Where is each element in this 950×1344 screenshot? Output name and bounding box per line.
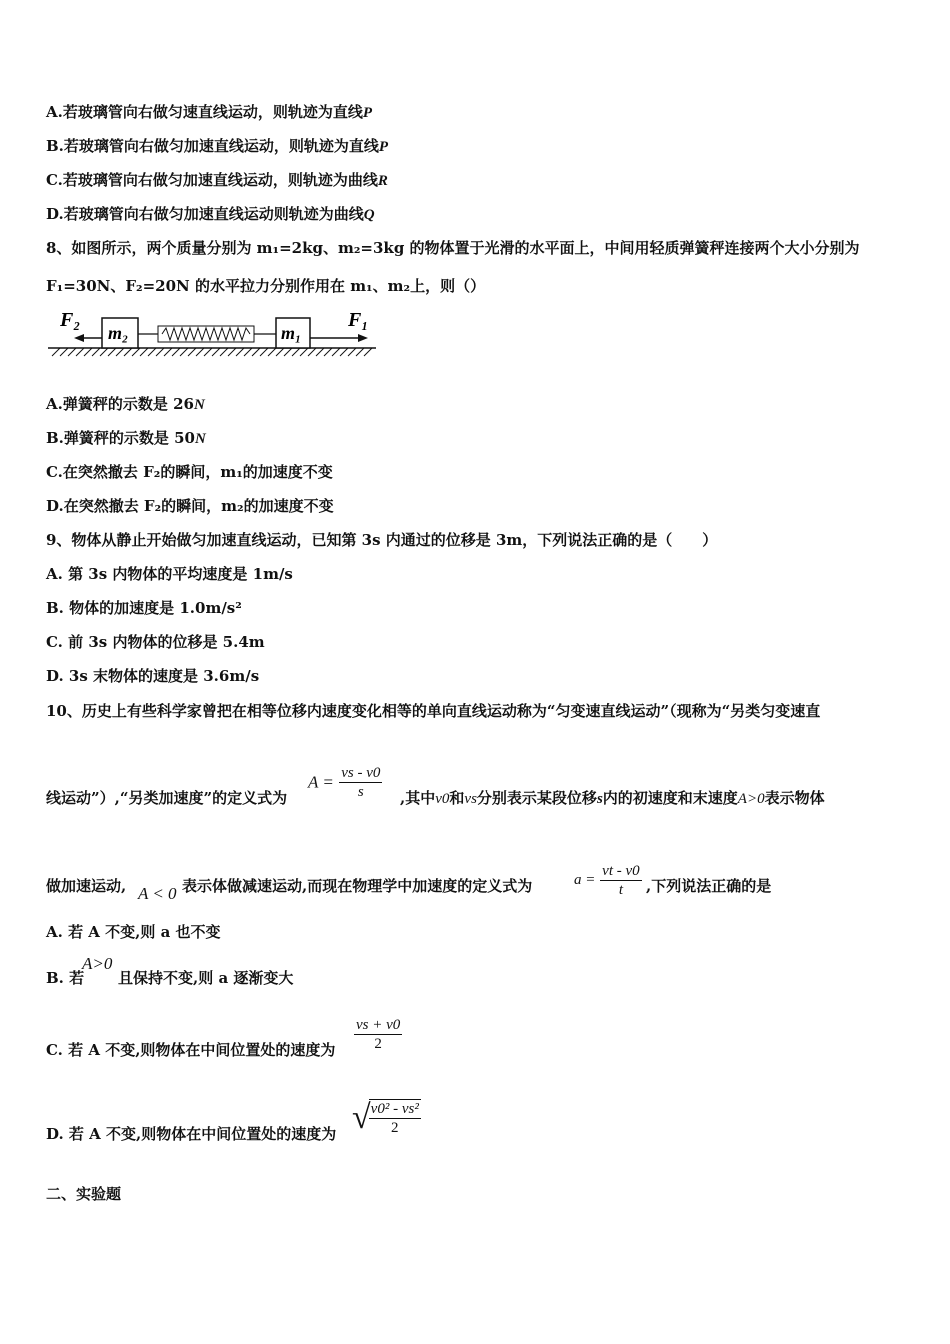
- q7-option-c: C.若玻璃管向右做匀加速直线运动，则轨迹为曲线R: [46, 171, 388, 189]
- m1-label: m₁: [281, 323, 302, 343]
- q7-option-a: A.若玻璃管向右做匀速直线运动，则轨迹为直线P: [46, 103, 373, 121]
- q10-option-d-formula: √ $\frac{\text{v0² - vs²}}{2}$: [352, 1099, 419, 1136]
- q10-line2-rest: ,其中v0和vs分别表示某段位移s内的初速度和末速度A>0表示物体: [400, 789, 825, 807]
- q7-option-b: B.若玻璃管向右做匀加速直线运动，则轨迹为直线P: [46, 137, 389, 155]
- decel-condition: A < 0: [138, 884, 177, 903]
- q9-option-c: C. 前 3s 内物体的位移是 5.4m: [46, 633, 265, 651]
- q9-option-a: A. 第 3s 内物体的平均速度是 1m/s: [46, 565, 293, 583]
- q7-option-d: D.若玻璃管向右做匀加速直线运动则轨迹为曲线Q: [46, 205, 375, 223]
- q10-option-a: A. 若 A 不变,则 a 也不变: [46, 923, 221, 941]
- q9-stem: 9、物体从静止开始做匀加速直线运动，已知第 3s 内通过的位移是 3m，下列说法正确的是（ ）: [46, 531, 718, 549]
- q8-option-a: A.弹簧秤的示数是 26N: [46, 395, 205, 413]
- f1-arrow-icon: [358, 334, 368, 342]
- q8-spring-figure: [46, 306, 380, 362]
- m2-label: m₂: [108, 323, 129, 343]
- q10-option-c: C. 若 A 不变,则物体在中间位置处的速度为: [46, 1041, 336, 1059]
- q10-stem-line1: 10、历史上有些科学家曾把在相等位移内速度变化相等的单向直线运动称为“匀变速直线运动”（现称为“另类匀变速直: [46, 702, 821, 720]
- f2-arrow-icon: [74, 334, 84, 342]
- q9-option-b: B. 物体的加速度是 1.0m/s²: [46, 599, 242, 617]
- q10-stem-line2: 线运动”）,“另类加速度”的定义式为: [46, 789, 288, 807]
- q10-option-b: B. 若: [46, 969, 85, 987]
- q10-option-c-formula: $\frac{vs + v0}{2}$: [356, 1017, 401, 1052]
- q8-option-c: C.在突然撤去 F₂的瞬间，m₁的加速度不变: [46, 463, 333, 481]
- q8-stem-line2: F₁=30N、F₂=20N 的水平拉力分别作用在 m₁、m₂上，则（）: [46, 277, 486, 295]
- q10-option-d: D. 若 A 不变,则物体在中间位置处的速度为: [46, 1125, 337, 1143]
- ground-hatch: [52, 348, 372, 356]
- q10-option-b-rest: 且保持不变,则 a 逐渐变大: [118, 969, 294, 987]
- f1-label: F₁: [348, 309, 369, 331]
- sqrt-icon: √: [352, 1099, 371, 1136]
- q9-option-d: D. 3s 末物体的速度是 3.6m/s: [46, 667, 260, 685]
- q8-option-d: D.在突然撤去 F₂的瞬间，m₂的加速度不变: [46, 497, 334, 515]
- q10-option-b-condition: A>0: [82, 954, 113, 973]
- accel-formula: a = $\frac{vt - v0}{t}$: [574, 863, 640, 898]
- q10-stem-line3-a: 做加速运动,: [46, 877, 127, 895]
- q10-stem-line3-b: 表示体做减速运动,而现在物理学中加速度的定义式为: [182, 877, 533, 895]
- another-accel-formula: A = $\frac{vs - v0}{s}$: [308, 765, 381, 800]
- f2-label: F₂: [60, 309, 81, 331]
- section-heading-experiment: 二、实验题: [46, 1185, 122, 1203]
- q8-stem-line1: 8、如图所示，两个质量分别为 m₁=2kg、m₂=3kg 的物体置于光滑的水平面上，中间用轻质弹簧秤连接两个大小分别为: [46, 239, 860, 257]
- q8-option-b: B.弹簧秤的示数是 50N: [46, 429, 206, 447]
- q10-stem-line3-c: ,下列说法正确的是: [646, 877, 772, 895]
